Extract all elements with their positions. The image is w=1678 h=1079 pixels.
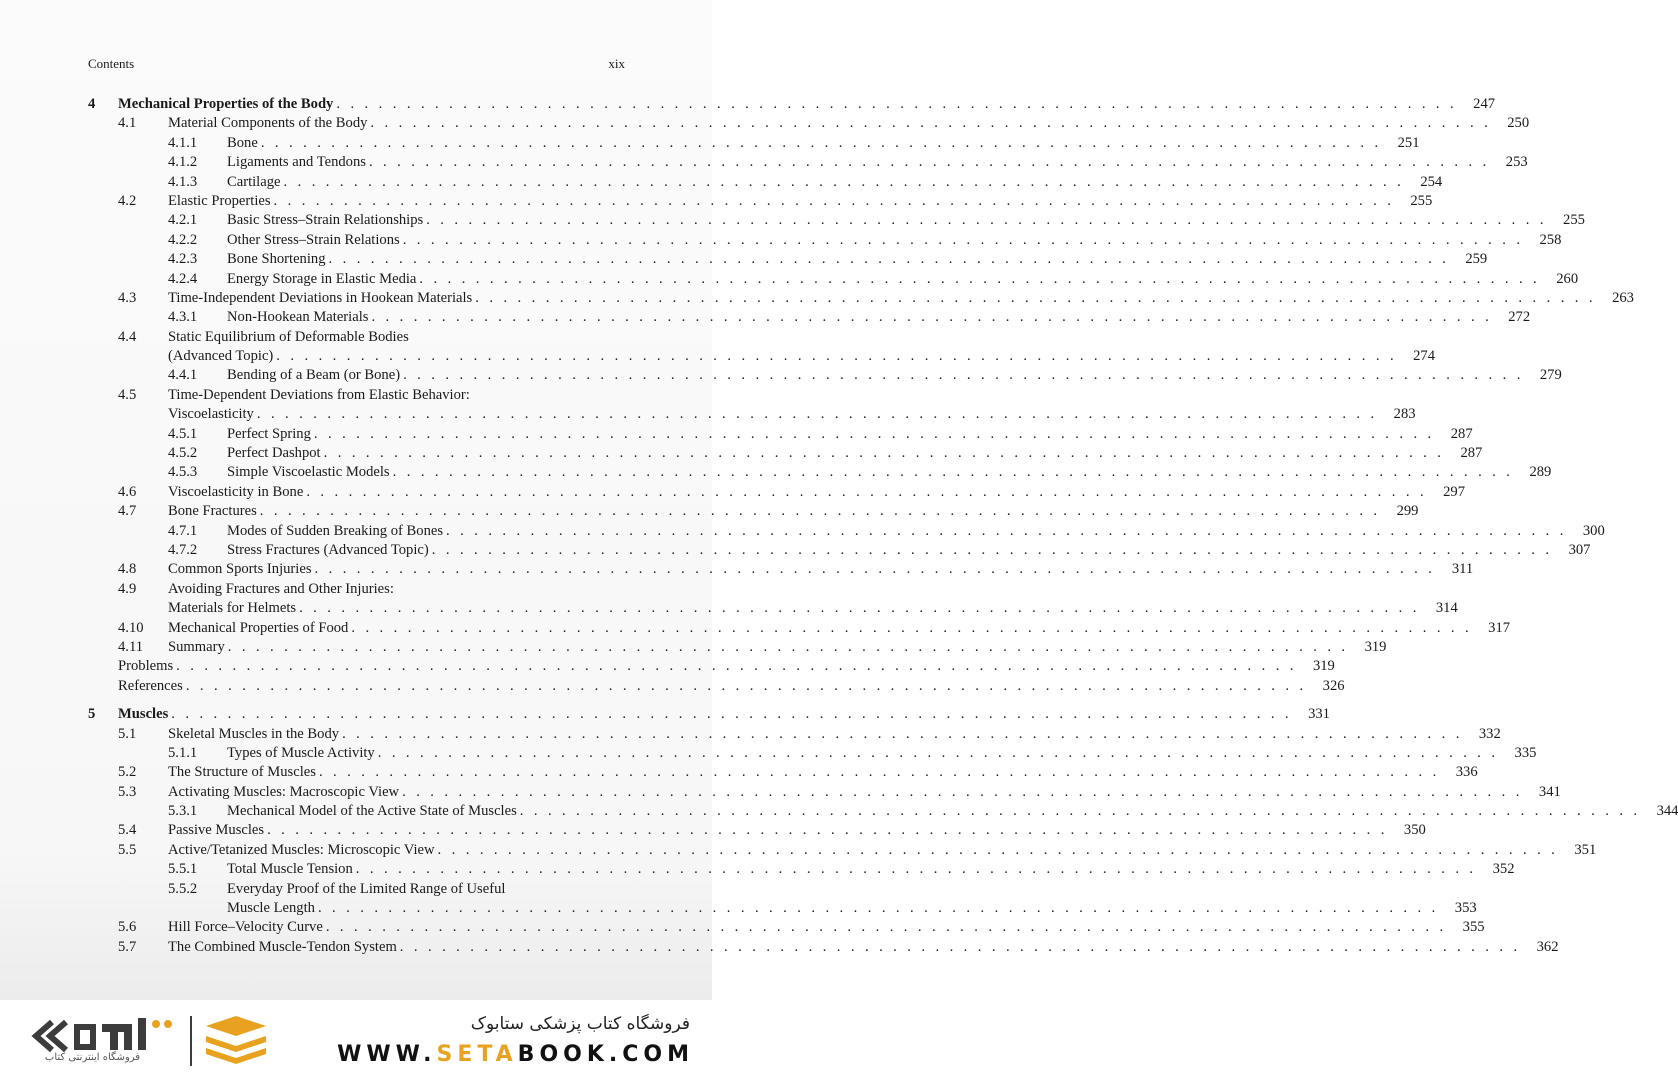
dot-leader: . . . . . . . . . . . . . . . . . . . . . . . . . . . . . . . . . . . . . . . . . . . . . . . . . . . . . . . . . . . . . . . . . . . . . . . . . . . . . . . .: [273, 192, 1395, 209]
toc-entry-title: Hill Force–Velocity Curve: [168, 919, 323, 936]
dot-leader: . . . . . . . . . . . . . . . . . . . . . . . . . . . . . . . . . . . . . . . . . . . . . . . . . . . . . . . . . . . . . . . . . . . . . . . . . . . . . . . .: [283, 173, 1405, 190]
toc-page-number: 260: [1556, 270, 1579, 287]
toc-entry-title: Perfect Dashpot: [227, 445, 321, 462]
toc-entry-title: Mechanical Model of the Active State of Muscles: [227, 803, 517, 820]
toc-entry[interactable]: [88, 619, 1511, 638]
toc-entry[interactable]: [88, 270, 1579, 289]
toc-page-number: 353: [1454, 900, 1477, 917]
toc-entry-number: 4.7.2: [168, 541, 198, 558]
toc-entry-title: Passive Muscles: [168, 822, 265, 839]
table-of-contents: [88, 95, 1678, 957]
toc-entry-title: Avoiding Fractures and Other Injuries:: [168, 580, 394, 597]
toc-entry-title: Cartilage: [227, 173, 281, 190]
toc-entry-title: Basic Stress–Strain Relationships: [227, 212, 424, 229]
toc-entry[interactable]: [88, 677, 1345, 696]
toc-page-number: 258: [1539, 231, 1562, 248]
toc-page-number: 287: [1450, 425, 1473, 442]
toc-page-number: 247: [1473, 96, 1496, 112]
toc-entry-title: The Combined Muscle-Tendon System: [168, 938, 397, 955]
toc-entry[interactable]: [88, 522, 1605, 541]
toc-page-number: 283: [1393, 406, 1416, 423]
toc-entry-number: 4.3: [118, 289, 137, 306]
toc-entry-title: Problems: [118, 658, 174, 675]
toc-entry-title: Perfect Spring: [227, 425, 311, 442]
toc-entry[interactable]: [88, 638, 1387, 657]
dot-leader: . . . . . . . . . . . . . . . . . . . . . . . . . . . . . . . . . . . . . . . . . . . . . . . . . . . . . . . . . . . . . . . . . . . . . . . . . . . . . . . .: [267, 822, 1388, 839]
toc-entry[interactable]: [88, 860, 1515, 879]
toc-page-number: 350: [1403, 822, 1426, 839]
toc-entry-number: 4.2.3: [168, 251, 198, 268]
toc-page-number: 319: [1312, 658, 1335, 675]
toc-page-number: 274: [1413, 348, 1435, 365]
toc-entry[interactable]: [88, 250, 1488, 269]
toc-entry-title: Stress Fractures (Advanced Topic): [227, 541, 429, 558]
toc-entry[interactable]: [88, 444, 1483, 463]
toc-entry-number: 4.7.1: [168, 522, 198, 539]
dot-leader: . . . . . . . . . . . . . . . . . . . . . . . . . . . . . . . . . . . . . . . . . . . . . . . . . . . . . . . . . . . . . . . . . . . . . . . . . . . . . . . .: [402, 231, 1524, 248]
dot-leader: . . . . . . . . . . . . . . . . . . . . . . . . . . . . . . . . . . . . . . . . . . . . . . . . . . . . . . . . . . . . . . . . . . . . . . . . . . . . . . . .: [323, 445, 1445, 462]
toc-entry-title: Active/Tetanized Muscles: Microscopic View: [168, 841, 435, 858]
toc-page-number: 314: [1435, 600, 1458, 617]
toc-entry[interactable]: [88, 725, 1501, 744]
toc-entry-number: 4.4: [118, 328, 137, 345]
dot-leader: . . . . . . . . . . . . . . . . . . . . . . . . . . . . . . . . . . . . . . . . . . . . . . . . . . . . . . . . . . . . . . . . . . . . . . . . . . . . . . . .: [342, 725, 1463, 742]
toc-entry[interactable]: [88, 502, 1419, 521]
toc-entry-number: 4.1.1: [168, 134, 198, 151]
toc-entry[interactable]: [88, 841, 1597, 860]
toc-entry-number: 4.5.1: [168, 425, 198, 442]
toc-page-number: 259: [1465, 251, 1488, 268]
toc-entry[interactable]: [88, 918, 1485, 937]
toc-entry-title: Everyday Proof of the Limited Range of Useful: [227, 880, 506, 897]
toc-entry-number: 4.5.2: [168, 445, 198, 462]
toc-entry[interactable]: [88, 560, 1474, 579]
toc-entry-title: Types of Muscle Activity: [227, 744, 375, 761]
toc-entry-number: 4.2: [118, 192, 137, 209]
dot-leader: . . . . . . . . . . . . . . . . . . . . . . . . . . . . . . . . . . . . . . . . . . . . . . . . . . . . . . . . . . . . . . . . . . . . . . . . . . . . . . . .: [370, 115, 1492, 132]
toc-entry-number: 4.2.2: [168, 231, 198, 248]
toc-entry-number: 4: [88, 96, 96, 112]
dot-leader: . . . . . . . . . . . . . . . . . . . . . . . . . . . . . . . . . . . . . . . . . . . . . . . . . . . . . . . . . . . . . . . . . . . . . . . . . . . . . . . .: [227, 638, 1349, 655]
toc-entry[interactable]: [88, 541, 1591, 560]
toc-page-number: 300: [1582, 522, 1605, 539]
toc-entry[interactable]: [88, 880, 625, 899]
dot-leader: . . . . . . . . . . . . . . . . . . . . . . . . . . . . . . . . . . . . . . . . . . . . . . . . . . . . . . . . . . . . . . . . . . . . . . . . . . . . . . . .: [318, 764, 1440, 781]
toc-entry[interactable]: [88, 821, 1426, 840]
toc-entry[interactable]: [88, 463, 1552, 482]
store-name: فروشگاه کتاب پزشکی ستابوک: [470, 1014, 690, 1034]
toc-entry[interactable]: [88, 405, 1416, 424]
toc-entry-number: 4.8: [118, 561, 137, 578]
toc-entry-title: Static Equilibrium of Deformable Bodies: [168, 328, 409, 345]
dot-leader: . . . . . . . . . . . . . . . . . . . . . . . . . . . . . . . . . . . . . . . . . . . . . . . . . . . . . . . . . . . . . . . . . . . . . . . . . . . . . . . .: [256, 406, 1378, 423]
toc-page-number: 289: [1529, 464, 1552, 481]
dot-leader: . . . . . . . . . . . . . . . . . . . . . . . . . . . . . . . . . . . . . . . . . . . . . . . . . . . . . . . . . . . . . . . . . . . . . . . . . . . . . . . .: [336, 96, 1458, 112]
toc-entry-title: Total Muscle Tension: [227, 861, 353, 878]
dot-leader: . . . . . . . . . . . . . . . . . . . . . . . . . . . . . . . . . . . . . . . . . . . . . . . . . . . . . . . . . . . . . . . . . . . . . . . . . . . . . . . .: [185, 677, 1307, 694]
toc-page-number: 253: [1505, 154, 1528, 171]
dot-leader: . . . . . . . . . . . . . . . . . . . . . . . . . . . . . . . . . . . . . . . . . . . . . . . . . . . . . . . . . . . . . . . . . . . . . . . . . . . . . . . .: [377, 744, 1499, 761]
toc-entry-number: 4.7: [118, 503, 137, 520]
dot-leader: . . . . . . . . . . . . . . . . . . . . . . . . . . . . . . . . . . . . . . . . . . . . . . . . . . . . . . . . . . . . . . . . . . . . . . . . . . . . . . . .: [325, 919, 1447, 936]
dot-leader: . . . . . . . . . . . . . . . . . . . . . . . . . . . . . . . . . . . . . . . . . . . . . . . . . . . . . . . . . . . . . . . . . . . . . . . . . . . . . . . .: [299, 600, 1420, 617]
toc-entry-title: Viscoelasticity: [168, 406, 254, 423]
toc-entry-title: (Advanced Topic): [168, 348, 274, 365]
dot-leader: . . . . . . . . . . . . . . . . . . . . . . . . . . . . . . . . . . . . . . . . . . . . . . . . . . . . . . . . . . . . . . . . . . . . . . . . . . . . . . . .: [260, 134, 1382, 151]
toc-entry[interactable]: [88, 802, 1678, 821]
dot-leader: . . . . . . . . . . . . . . . . . . . . . . . . . . . . . . . . . . . . . . . . . . . . . . . . . . . . . . . . . . . . . . . . . . . . . . . . . . . . . . . .: [419, 270, 1541, 287]
running-head: [88, 56, 625, 74]
toc-page-number: 326: [1322, 677, 1345, 694]
dot-leader: . . . . . . . . . . . . . . . . . . . . . . . . . . . . . . . . . . . . . . . . . . . . . . . . . . . . . . . . . . . . . . . . . . . . . . . . . . . . . . . .: [402, 783, 1523, 800]
toc-entry-title: Non-Hookean Materials: [227, 309, 369, 326]
dot-leader: . . . . . . . . . . . . . . . . . . . . . . . . . . . . . . . . . . . . . . . . . . . . . . . . . . . . . . . . . . . . . . . . . . . . . . . . . . . . . . . .: [403, 367, 1524, 384]
toc-entry-number: 4.1.2: [168, 154, 198, 171]
toc-page-number: 341: [1538, 783, 1561, 800]
toc-entry[interactable]: [88, 763, 1478, 782]
toc-entry-title: Activating Muscles: Macroscopic View: [168, 783, 400, 800]
toc-entry[interactable]: [88, 347, 1435, 366]
toc-entry-title: Muscles: [118, 706, 169, 723]
dot-leader: . . . . . . . . . . . . . . . . . . . . . . . . . . . . . . . . . . . . . . . . . . . . . . . . . . . . . . . . . . . . . . . . . . . . . . . . . . . . . . . .: [328, 251, 1450, 268]
toc-entry-title: Bone Shortening: [227, 251, 326, 268]
toc-entry[interactable]: [88, 744, 1537, 763]
toc-page-number: 299: [1396, 503, 1419, 520]
toc-entry-number: 4.1.3: [168, 173, 198, 190]
toc-entry[interactable]: [88, 289, 1634, 308]
toc-entry-title: Other Stress–Strain Relations: [227, 231, 400, 248]
toc-entry-number: 5.4: [118, 822, 137, 839]
toc-entry-number: 4.5: [118, 386, 137, 403]
toc-entry-title: Bending of a Beam (or Bone): [227, 367, 401, 384]
dot-leader: . . . . . . . . . . . . . . . . . . . . . . . . . . . . . . . . . . . . . . . . . . . . . . . . . . . . . . . . . . . . . . . . . . . . . . . . . . . . . . . .: [368, 154, 1490, 171]
dot-leader: . . . . . . . . . . . . . . . . . . . . . . . . . . . . . . . . . . . . . . . . . . . . . . . . . . . . . . . . . . . . . . . . . . . . . . . . . . . . . . . .: [351, 619, 1473, 636]
toc-entry[interactable]: [88, 783, 1561, 802]
store-banner: [0, 1000, 712, 1079]
store-url[interactable]: [337, 1042, 694, 1067]
toc-entry-number: 5.6: [118, 919, 137, 936]
dot-leader: . . . . . . . . . . . . . . . . . . . . . . . . . . . . . . . . . . . . . . . . . . . . . . . . . . . . . . . . . . . . . . . . . . . . . . . . . . . . . . . .: [259, 503, 1381, 520]
toc-entry-title: Elastic Properties: [168, 192, 271, 209]
toc-entry-title: Summary: [168, 638, 225, 655]
toc-page-number: 254: [1420, 173, 1443, 190]
toc-entry-title: References: [118, 677, 183, 694]
toc-entry[interactable]: [88, 599, 1458, 618]
toc-entry-title: Viscoelasticity in Bone: [168, 483, 304, 500]
toc-entry-number: 5.3.1: [168, 803, 198, 820]
toc-entry-number: 4.5.3: [168, 464, 198, 481]
toc-entry-number: 5: [88, 706, 96, 723]
toc-entry-title: Time-Dependent Deviations from Elastic Behavior:: [168, 386, 470, 403]
dot-leader: . . . . . . . . . . . . . . . . . . . . . . . . . . . . . . . . . . . . . . . . . . . . . . . . . . . . . . . . . . . . . . . . . . . . . . . . . . . . . . . .: [426, 212, 1547, 229]
toc-entry[interactable]: [88, 899, 1477, 918]
toc-entry[interactable]: [88, 938, 1559, 957]
toc-page-number: 319: [1364, 638, 1387, 655]
toc-page-number: 362: [1536, 938, 1559, 955]
dot-leader: . . . . . . . . . . . . . . . . . . . . . . . . . . . . . . . . . . . . . . . . . . . . . . . . . . . . . . . . . . . . . . . . . . . . . . . . . . . . . . . .: [399, 938, 1521, 955]
toc-entry[interactable]: [88, 657, 1335, 676]
toc-entry-title: Time-Independent Deviations in Hookean Materials: [168, 289, 473, 306]
running-head-title: Contents: [88, 56, 135, 71]
toc-entry-number: 5.1: [118, 725, 137, 742]
toc-entry-number: 4.4.1: [168, 367, 198, 384]
toc-entry[interactable]: [88, 483, 1466, 502]
toc-entry[interactable]: [88, 114, 1530, 133]
toc-entry-number: 4.9: [118, 580, 137, 597]
toc-entry-title: Common Sports Injuries: [168, 561, 312, 578]
toc-entry-title: Bone Fractures: [168, 503, 257, 520]
toc-entry[interactable]: [88, 425, 1473, 444]
toc-entry[interactable]: [88, 366, 1562, 385]
toc-entry-title: Energy Storage in Elastic Media: [227, 270, 417, 287]
toc-page-number: 250: [1507, 115, 1530, 132]
toc-entry[interactable]: [88, 134, 1420, 153]
toc-page-number: 336: [1455, 764, 1478, 781]
toc-page-number: 311: [1451, 561, 1474, 578]
dot-leader: . . . . . . . . . . . . . . . . . . . . . . . . . . . . . . . . . . . . . . . . . . . . . . . . . . . . . . . . . . . . . . . . . . . . . . . . . . . . . . . .: [276, 348, 1397, 365]
dot-leader: . . . . . . . . . . . . . . . . . . . . . . . . . . . . . . . . . . . . . . . . . . . . . . . . . . . . . . . . . . . . . . . . . . . . . . . . . . . . . . . .: [313, 425, 1435, 442]
toc-entry-title: Modes of Sudden Breaking of Bones: [227, 522, 444, 539]
toc-page-number: 307: [1568, 541, 1591, 558]
toc-page-number: 331: [1308, 706, 1330, 723]
toc-entry-title: The Structure of Muscles: [168, 764, 316, 781]
url-accent: SETA: [436, 1042, 518, 1067]
toc-entry-title: Mechanical Properties of the Body: [118, 96, 334, 112]
url-prefix: WWW.: [337, 1042, 437, 1067]
toc-entry[interactable]: [88, 173, 1443, 192]
toc-entry-title: Bone: [227, 134, 258, 151]
dot-leader: . . . . . . . . . . . . . . . . . . . . . . . . . . . . . . . . . . . . . . . . . . . . . . . . . . . . . . . . . . . . . . . . . . . . . . . . . . . . . . . .: [431, 541, 1553, 558]
toc-entry-number: 5.1.1: [168, 744, 198, 761]
url-suffix: BOOK.COM: [517, 1042, 694, 1067]
toc-entry-title: Material Components of the Body: [168, 115, 368, 132]
toc-entry-number: 5.5.1: [168, 861, 198, 878]
toc-entry-number: 5.5: [118, 841, 137, 858]
dot-leader: . . . . . . . . . . . . . . . . . . . . . . . . . . . . . . . . . . . . . . . . . . . . . . . . . . . . . . . . . . . . . . . . . . . . . . . . . . . . . . . .: [355, 861, 1477, 878]
toc-entry-number: 4.2.4: [168, 270, 198, 287]
toc-page-number: 355: [1462, 919, 1485, 936]
toc-chapter-entry[interactable]: [88, 95, 1496, 114]
toc-entry-number: 4.11: [118, 638, 143, 655]
toc-page-number: 352: [1492, 861, 1515, 878]
toc-entry-title: Mechanical Properties of Food: [168, 619, 349, 636]
toc-entry-title: Muscle Length: [227, 900, 315, 917]
toc-entry-number: 5.7: [118, 938, 137, 955]
toc-page-number: 332: [1478, 725, 1501, 742]
toc-page-number: 255: [1410, 192, 1433, 209]
dot-leader: . . . . . . . . . . . . . . . . . . . . . . . . . . . . . . . . . . . . . . . . . . . . . . . . . . . . . . . . . . . . . . . . . . . . . . . . . . . . . . . .: [437, 841, 1559, 858]
toc-entry-number: 5.5.2: [168, 880, 198, 897]
toc-entry-title: Materials for Helmets: [168, 600, 297, 617]
toc-entry[interactable]: [88, 231, 1562, 250]
toc-entry-number: 5.3: [118, 783, 137, 800]
toc-entry-number: 4.10: [118, 619, 144, 636]
toc-entry[interactable]: [88, 211, 1585, 230]
toc-page-number: 272: [1508, 309, 1531, 326]
dot-leader: . . . . . . . . . . . . . . . . . . . . . . . . . . . . . . . . . . . . . . . . . . . . . . . . . . . . . . . . . . . . . . . . . . . . . . . . . . . . . . . .: [176, 658, 1297, 675]
toc-page-number: 335: [1514, 744, 1537, 761]
toc-page-number: 263: [1612, 289, 1634, 306]
running-head-page-number: xix: [608, 56, 625, 71]
toc-page-number: 287: [1460, 445, 1483, 462]
toc-entry-title: Ligaments and Tendons: [227, 154, 366, 171]
dot-leader: . . . . . . . . . . . . . . . . . . . . . . . . . . . . . . . . . . . . . . . . . . . . . . . . . . . . . . . . . . . . . . . . . . . . . . . . . . . . . . . .: [371, 309, 1493, 326]
dot-leader: . . . . . . . . . . . . . . . . . . . . . . . . . . . . . . . . . . . . . . . . . . . . . . . . . . . . . . . . . . . . . . . . . . . . . . . . . . . . . . . .: [171, 706, 1292, 723]
toc-entry-title: Skeletal Muscles in the Body: [168, 725, 340, 742]
dot-leader: . . . . . . . . . . . . . . . . . . . . . . . . . . . . . . . . . . . . . . . . . . . . . . . . . . . . . . . . . . . . . . . . . . . . . . . . . . . . . . . .: [519, 803, 1641, 820]
toc-entry[interactable]: [88, 580, 625, 599]
toc-entry-number: 4.1: [118, 115, 137, 132]
toc-page-number: 251: [1397, 134, 1420, 151]
toc-page-number: 351: [1574, 841, 1597, 858]
dot-leader: . . . . . . . . . . . . . . . . . . . . . . . . . . . . . . . . . . . . . . . . . . . . . . . . . . . . . . . . . . . . . . . . . . . . . . . . . . . . . . . .: [446, 522, 1567, 539]
toc-entry-title: Simple Viscoelastic Models: [227, 464, 390, 481]
toc-page-number: 344: [1656, 803, 1678, 820]
setabook-logo: [30, 1012, 280, 1072]
toc-page-number: 317: [1488, 619, 1511, 636]
toc-entry-number: 5.2: [118, 764, 137, 781]
toc-entry[interactable]: [88, 308, 1531, 327]
dot-leader: . . . . . . . . . . . . . . . . . . . . . . . . . . . . . . . . . . . . . . . . . . . . . . . . . . . . . . . . . . . . . . . . . . . . . . . . . . . . . . . .: [306, 483, 1428, 500]
toc-entry-number: 4.2.1: [168, 212, 198, 229]
logo-tagline: فروشگاه اینترنتی کتاب: [44, 1052, 141, 1063]
dot-leader: . . . . . . . . . . . . . . . . . . . . . . . . . . . . . . . . . . . . . . . . . . . . . . . . . . . . . . . . . . . . . . . . . . . . . . . . . . . . . . . .: [314, 561, 1436, 578]
toc-entry[interactable]: [88, 386, 625, 405]
toc-page-number: 279: [1539, 367, 1562, 384]
toc-entry[interactable]: [88, 328, 625, 347]
dot-leader: . . . . . . . . . . . . . . . . . . . . . . . . . . . . . . . . . . . . . . . . . . . . . . . . . . . . . . . . . . . . . . . . . . . . . . . . . . . . . . . .: [392, 464, 1514, 481]
dot-leader: . . . . . . . . . . . . . . . . . . . . . . . . . . . . . . . . . . . . . . . . . . . . . . . . . . . . . . . . . . . . . . . . . . . . . . . . . . . . . . . .: [475, 289, 1596, 306]
toc-chapter-entry[interactable]: [88, 705, 1330, 724]
toc-entry-number: 4.6: [118, 483, 137, 500]
toc-entry-number: 4.3.1: [168, 309, 198, 326]
toc-entry[interactable]: [88, 153, 1528, 172]
toc-page-number: 297: [1443, 483, 1466, 500]
toc-entry[interactable]: [88, 192, 1433, 211]
toc-page-number: 255: [1563, 212, 1585, 229]
dot-leader: . . . . . . . . . . . . . . . . . . . . . . . . . . . . . . . . . . . . . . . . . . . . . . . . . . . . . . . . . . . . . . . . . . . . . . . . . . . . . . . .: [317, 900, 1439, 917]
